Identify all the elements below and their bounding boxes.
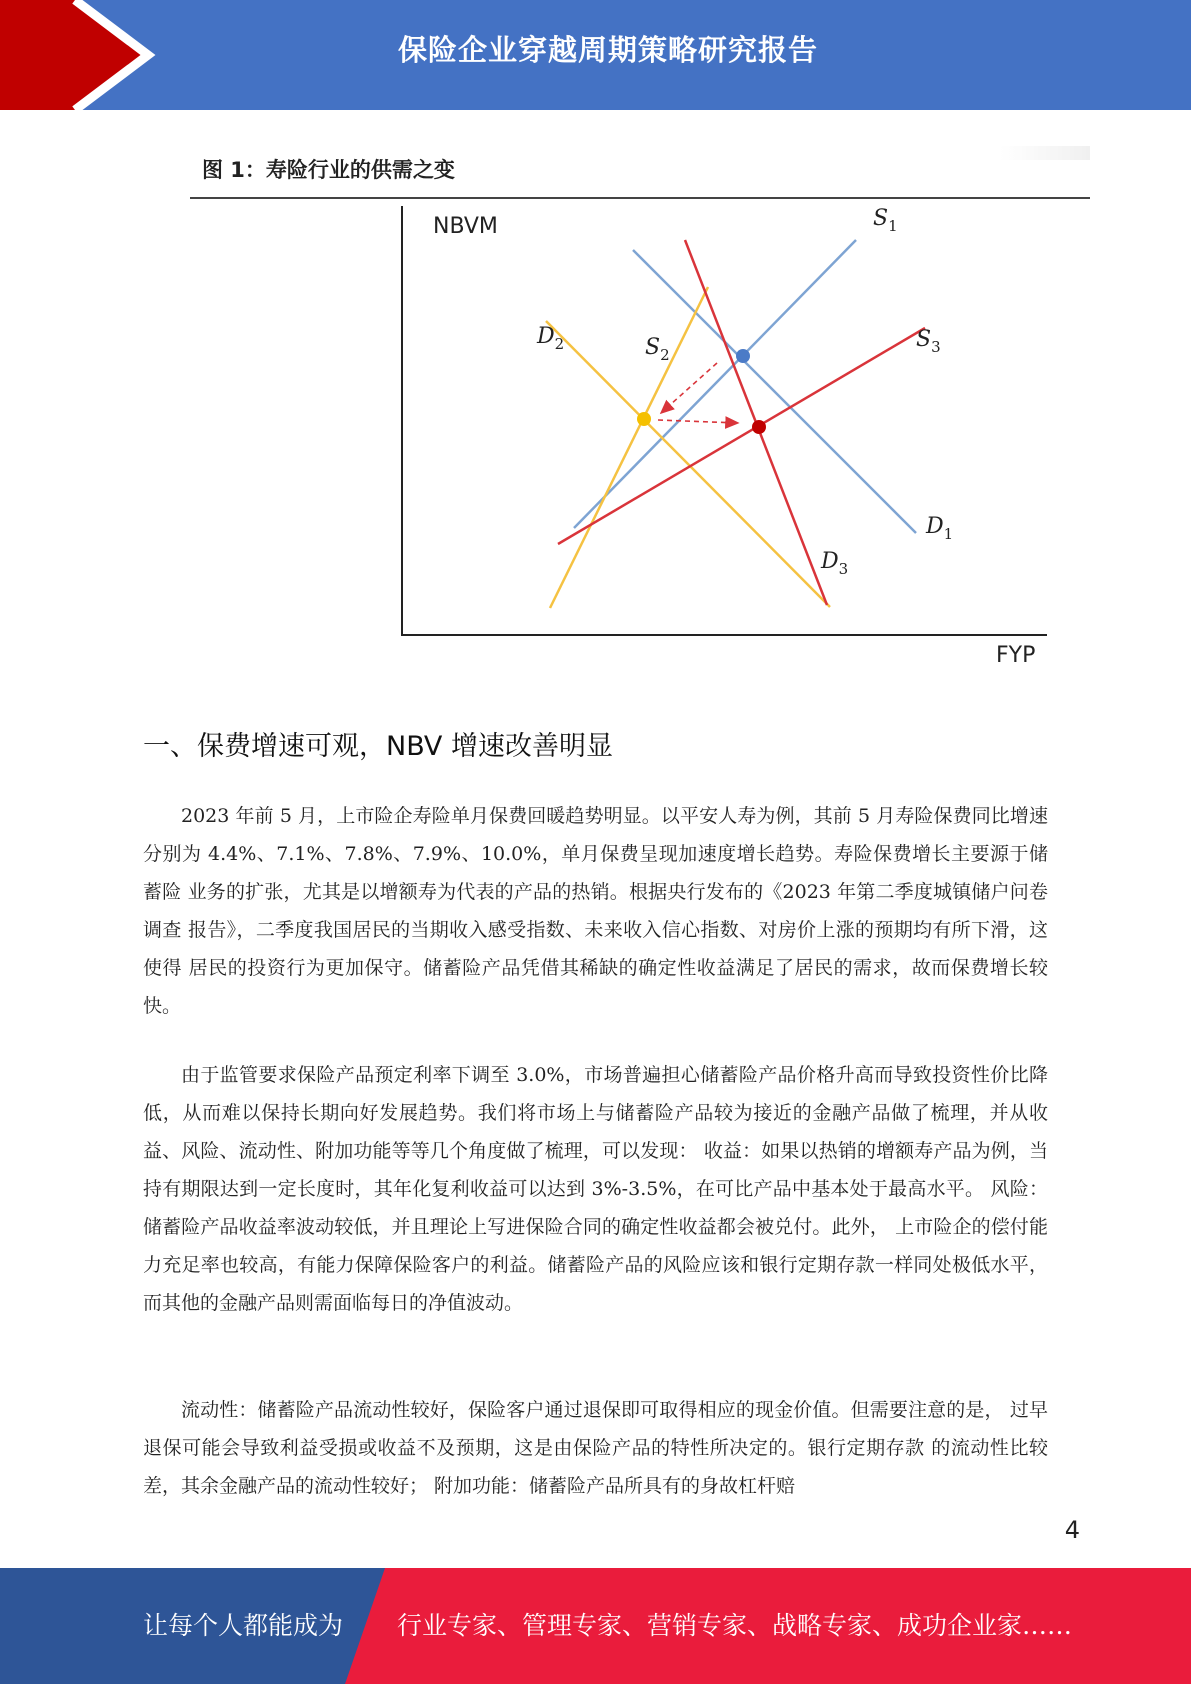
footer-slogan-right: 行业专家、管理专家、营销专家、战略专家、成功企业家…… xyxy=(397,1611,1073,1640)
paragraph-3: 流动性：储蓄险产品流动性较好，保险客户通过退保即可取得相应的现金价值。但需要注意的是， 过早退保可能会导致利益受损或收益不及预期，这是由保险产品的特性所决定的。银行定期存款 的流动性比较差，其余金融产品的流动性较好； 附加功能：储蓄险产品所具有的身故杠杆赔 xyxy=(143,1399,1048,1497)
figure-rule xyxy=(190,197,1090,199)
figure-shadow xyxy=(1000,146,1090,160)
demand-curve-d1 xyxy=(633,250,916,533)
label-d3: D3 xyxy=(821,549,849,578)
label-d1: D1 xyxy=(926,514,954,543)
equilibrium-point-3 xyxy=(752,420,766,434)
equilibrium-point-1 xyxy=(736,349,750,363)
figure-caption: 图 1：寿险行业的供需之变 xyxy=(202,158,455,182)
shift-arrow-horizontal xyxy=(658,420,738,423)
label-d2: D2 xyxy=(537,324,565,353)
footer-band xyxy=(0,1568,1191,1684)
label-s2: S2 xyxy=(645,335,670,364)
y-axis-label: NBVM xyxy=(433,214,498,239)
supply-curve-s1 xyxy=(574,240,856,528)
label-s1: S1 xyxy=(873,206,898,235)
paragraph-2: 由于监管要求保险产品预定利率下调至 3.0%，市场普遍担心储蓄险产品价格升高而导致投资性价比降 低，从而难以保持长期向好发展趋势。我们将市场上与储蓄险产品较为接近的金融产品做了梳理，并从收 益、风险、流动性、附加功能等等几个角度做了梳理，可以发现： 收益：如果以热销的增额寿产品为例，当持有期限达到一定长度时，其年化复利收益可以达到 3%-3.5%，在可比产品中基本处于最高水平。 风险：储蓄险产品收益率波动较低，并且理论上写进保险合同的确定性收益都会被兑付。此外， 上市险企的偿付能力充足率也较高，有能力保障保险客户的利益。储蓄险产品的风险应该和银行定期存款一样同处极低水平，而其他的金融产品则需面临每日的净值波动。 xyxy=(143,1064,1048,1314)
x-axis-label: FYP xyxy=(996,643,1036,668)
shift-arrow-diagonal xyxy=(661,363,717,413)
supply-demand-chart xyxy=(380,200,1060,670)
supply-curve-s2 xyxy=(550,287,708,608)
header-band xyxy=(0,0,1191,110)
section-heading: 一、保费增速可观，NBV 增速改善明显 xyxy=(143,731,613,762)
page-number: 4 xyxy=(1064,1516,1080,1544)
demand-curve-d2 xyxy=(546,321,830,607)
footer-slogan-left: 让每个人都能成为 xyxy=(143,1611,344,1640)
equilibrium-point-2 xyxy=(637,412,651,426)
report-title: 保险企业穿越周期策略研究报告 xyxy=(397,33,818,67)
label-s3: S3 xyxy=(916,327,941,356)
paragraph-1: 2023 年前 5 月，上市险企寿险单月保费回暖趋势明显。以平安人寿为例，其前 5 月寿险保费同比增速 分别为 4.4%、7.1%、7.8%、7.9%、10.0%，单月保费呈现加速度增长趋势。寿险保费增长主要源于储蓄险 业务的扩张，尤其是以增额寿为代表的产品的热销。根据央行发布的《2023 年第二季度城镇储户问卷调查 报告》，二季度我国居民的当期收入感受指数、未来收入信心指数、对房价上涨的预期均有所下滑，这使得 居民的投资行为更加保守。储蓄险产品凭借其稀缺的确定性收益满足了居民的需求，故而保费增长较快。 xyxy=(143,805,1048,1017)
